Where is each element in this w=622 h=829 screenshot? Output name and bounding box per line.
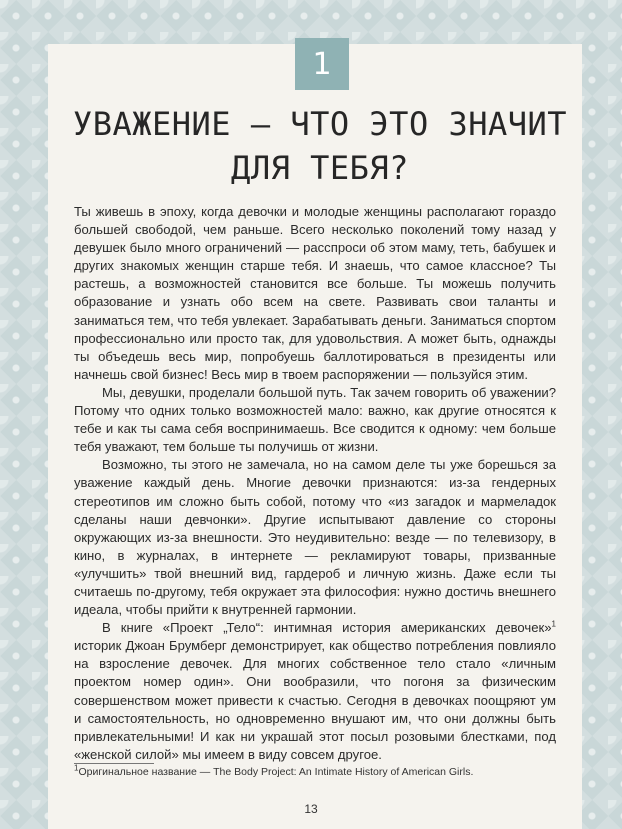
page-number: 13 (304, 802, 318, 816)
chapter-number: 1 (312, 46, 332, 82)
chapter-number-badge (295, 38, 349, 90)
footnote-text: Оригинальное название — The Body Project: An Intimate History of American Girls. (78, 766, 474, 778)
footnote-marker: 1 (74, 763, 79, 773)
paragraph-1: Ты живешь в эпоху, когда девочки и молодые женщины располагают гораздо большей свободой, чем раньше. Всего несколько поколений тому назад у девушек было много ограничений — расспроси об этом маму, теть, бабушек и других знакомых женщин старше тебя. И знаешь, что самое классное? Ты растешь, а возможностей становится все больше. Ты можешь получить образование и узнать обо всем на свете. Развивать свои таланты и заниматься тем, что тебя увлекает. Зарабатывать деньги. Заниматься спортом профессионально или просто так, для удовольствия. А может быть, однажды ты объедешь весь мир, попробуешь баллотироваться в президенты или начнешь свой бизнес! Весь мир в твоем распоряжении — пользуйся этим. (74, 204, 556, 382)
chapter-title-line-1: УВАЖЕНИЕ — ЧТО ЭТО ЗНАЧИТ (72, 105, 568, 143)
paragraph-3: Возможно, ты этого не замечала, но на самом деле ты уже борешься за уважение каждый день. Многие девочки признаются: из-за гендерных стереотипов им сложно быть собой, потому что «из загадок и мармеладок сделаны наши девчонки». Другие испытывают давление со стороны окружающих из-за внешности. Это неудивительно: везде — по телевизору, в кино, в журналах, в интернете — рекламируют товары, призванные «улучшить» твой внешний вид, гардероб и личную жизнь. Даже если ты считаешь по-другому, тебя окружает эта философия: нужно достичь внешнего идеала, чтобы прийти к внутренней гармонии. (74, 457, 556, 618)
footnote-divider (74, 763, 154, 764)
paragraph-2: Мы, девушки, проделали большой путь. Так зачем говорить об уважении? Потому что одних только возможностей мало: важно, как другие относятся к тебе и как ты сама себя воспринимаешь. Все сводится к одному: чем больше тебя уважают, тем больше ты получишь от жизни. (74, 384, 556, 455)
paragraph-4 (74, 619, 556, 764)
chapter-title (60, 102, 580, 190)
paragraph-4-before: В книге «Проект „Тело“: интимная история американских девочек» (102, 620, 552, 636)
body-text (74, 203, 556, 764)
paragraph-4-after: историк Джоан Брумберг демонстрирует, как общество потребления повлияло на взросление девочек. Для многих собственное тело стало «личным проектом номер один». Они вообразили, что погоня за физическим совершенством может привести к счастью. Сегодня в девочках поощряют ум и самостоятельность, но одновременно внушают им, что они должны быть привлекательными! И как ни украшай этот посыл розовыми блестками, под «женской силой» мы имеем в виду совсем другое. (74, 638, 556, 762)
chapter-title-line-2: ДЛЯ ТЕБЯ? (231, 149, 409, 187)
footnote-ref: 1 (551, 619, 556, 629)
footnote (74, 763, 554, 778)
